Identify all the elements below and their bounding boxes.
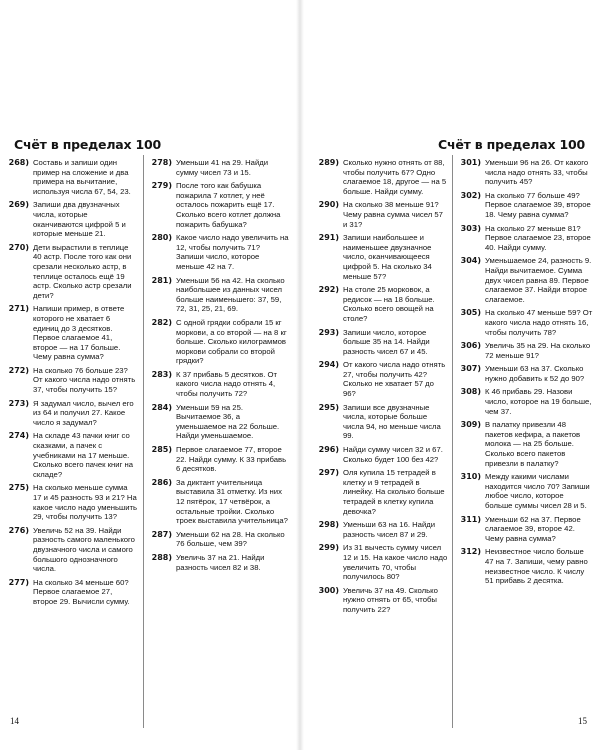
- problem-column-1: [3, 158, 138, 724]
- problem-number: 275): [8, 483, 29, 493]
- problem-text: На сколько 27 меньше 81? Первое слагаемое 23, второе 40. Найди сумму.: [485, 223, 591, 252]
- problem-item: [455, 256, 593, 304]
- problem-text: Уменьши 96 на 26. От какого числа надо отнять 33, чтобы получить 45?: [485, 158, 589, 187]
- problem-text: После того как бабушка пожарила 7 котлет, у неё осталось пожарить ещё 17. Сколько всего котлет должна пожарить бабушка?: [176, 181, 281, 229]
- problem-number: 312): [460, 547, 481, 557]
- problem-text: Запиши наибольшее и наименьшее двузначное число, оканчивающееся цифрой 5. На сколько 34 меньше 57?: [343, 233, 432, 281]
- page-number: 14: [10, 716, 19, 726]
- column-divider: [143, 155, 144, 728]
- problem-text: К 46 прибавь 29. Назови число, которое на 19 больше, чем 37.: [485, 387, 592, 416]
- problem-item: [146, 478, 289, 526]
- problem-item: [313, 543, 448, 581]
- problem-number: 283): [151, 369, 172, 379]
- problem-column-2: [146, 158, 289, 724]
- problem-number: 308): [460, 387, 481, 397]
- problem-item: [3, 304, 138, 362]
- problem-text: Уменьши 56 на 42. На сколько наибольшее из данных чисел больше наименьшего: 37, 59, 72, 31, 25, 21, 69.: [176, 275, 285, 314]
- problem-text: Составь и запиши один пример на сложение и два примера на вычитание, используя числа 67, 54, 23.: [33, 158, 131, 196]
- problem-item: [3, 200, 138, 238]
- problem-item: [313, 200, 448, 229]
- problem-item: [146, 233, 289, 271]
- problem-number: 286): [151, 477, 172, 487]
- problem-number: 288): [151, 552, 172, 562]
- problem-item: [313, 360, 448, 398]
- problem-item: [3, 366, 138, 395]
- problem-text: К 37 прибавь 5 десятков. От какого числа надо отнять 4, чтобы получить 72?: [176, 369, 278, 399]
- problem-number: 297): [318, 468, 339, 478]
- problem-text: Уменьши 63 на 37. Сколько нужно добавить к 52 до 90?: [485, 364, 585, 383]
- problem-item: [455, 308, 593, 337]
- problem-number: 281): [151, 275, 172, 285]
- problem-number: 299): [318, 543, 339, 553]
- problem-item: [146, 370, 289, 399]
- problem-item: [313, 403, 448, 441]
- problem-item: [313, 586, 448, 615]
- problem-text: Запиши все двузначные числа, которые больше числа 94, но меньше числа 99.: [343, 402, 441, 441]
- problem-item: [455, 387, 593, 416]
- problem-number: 303): [460, 223, 481, 233]
- problem-number: 289): [318, 158, 339, 167]
- problem-text: На сколько меньше сумма 17 и 45 разность 93 и 21? На какое число надо уменьшить 29, чтобы получить 13?: [33, 483, 138, 522]
- column-divider: [452, 155, 453, 728]
- problem-text: От какого числа надо отнять 27, чтобы получить 42? Сколько не хватает 57 до 96?: [343, 360, 446, 399]
- problem-column-3: [313, 158, 448, 724]
- problem-text: Запиши два двузначных числа, которые оканчиваются цифрой 5 и которые меньше 21.: [33, 200, 126, 239]
- problem-text: С одной грядки собрали 15 кг моркови, а со второй — на 8 кг больше. Сколько килограммов моркови собрали со второй грядки?: [176, 317, 287, 366]
- problem-text: Уменьшаемое 24, разность 9. Найди вычитаемое. Сумма двух чисел равна 89. Первое слагаемое 37. Найди второе слагаемое.: [485, 256, 592, 304]
- problem-item: [3, 158, 138, 196]
- problem-item: [455, 472, 593, 510]
- problem-text: Запиши число, которое больше 35 на 14. Найди разность чисел 67 и 45.: [343, 327, 430, 356]
- problem-column-4: [455, 158, 593, 724]
- problem-number: 276): [8, 525, 29, 535]
- problem-text: Какое число надо увеличить на 12, чтобы получить 71? Запиши число, которое меньше 42 на 7.: [176, 233, 289, 271]
- problem-number: 274): [8, 431, 29, 441]
- problem-number: 290): [318, 200, 339, 210]
- problem-text: Уменьши 62 на 28. На сколько 76 больше, чем 39?: [176, 529, 285, 549]
- problem-number: 271): [8, 304, 29, 314]
- problem-item: [3, 399, 138, 428]
- problem-number: 269): [8, 200, 29, 210]
- problem-number: 309): [460, 420, 481, 430]
- problem-number: 278): [151, 158, 172, 167]
- problem-text: Увеличь 37 на 49. Сколько нужно отнять от 65, чтобы получить 22?: [343, 585, 438, 614]
- problem-number: 298): [318, 520, 339, 530]
- problem-item: [455, 224, 593, 253]
- problem-item: [146, 181, 289, 229]
- problem-item: [146, 530, 289, 549]
- problem-item: [146, 553, 289, 572]
- problem-item: [313, 158, 448, 196]
- problem-item: [146, 318, 289, 366]
- problem-number: 307): [460, 364, 481, 374]
- problem-item: [455, 515, 593, 544]
- problem-item: [146, 276, 289, 314]
- problem-item: [3, 526, 138, 574]
- problem-number: 311): [460, 514, 481, 524]
- page-number: 15: [578, 716, 587, 726]
- problem-item: [455, 158, 593, 187]
- problem-item: [146, 445, 289, 474]
- problem-text: Напиши пример, в ответе которого не хватает 6 единиц до 3 десятков. Первое слагаемое 41, второе — на 17 больше. Чему равна сумма?: [33, 304, 125, 362]
- problem-item: [313, 468, 448, 516]
- problem-item: [3, 431, 138, 479]
- problem-text: Уменьши 63 на 16. Найди разность чисел 87 и 29.: [343, 520, 436, 539]
- problem-number: 270): [8, 242, 29, 252]
- problem-text: Дети вырастили в теплице 40 астр. После того как они срезали несколько астр, в теплице осталось ещё 19 астр. Сколько астр срезали дети?: [33, 242, 132, 300]
- problem-item: [3, 578, 138, 607]
- problem-number: 305): [460, 308, 481, 318]
- problem-text: Между какими числами находится число 70? Запиши любое число, которое больше суммы чисел 28 и 5.: [485, 472, 590, 510]
- problem-text: На сколько 34 меньше 60? Первое слагаемое 27, второе 29. Вычисли сумму.: [33, 577, 130, 606]
- problem-number: 268): [8, 158, 29, 167]
- problem-text: Из 31 вычесть сумму чисел 12 и 15. На какое число надо увеличить 70, чтобы получилось 80?: [343, 543, 448, 582]
- problem-number: 310): [460, 472, 481, 482]
- problem-number: 273): [8, 398, 29, 408]
- problem-text: Я задумал число, вычел его из 64 и получил 27. Какое число я задумал?: [33, 398, 134, 427]
- problem-text: Увеличь 37 на 21. Найди разность чисел 82 и 38.: [176, 552, 265, 572]
- problem-text: Найди сумму чисел 32 и 67. Сколько будет 100 без 42?: [343, 445, 443, 464]
- problem-number: 279): [151, 181, 172, 191]
- problem-text: На сколько 47 меньше 59? От какого числа надо отнять 16, чтобы получить 78?: [485, 308, 593, 337]
- problem-number: 293): [318, 327, 339, 337]
- problem-number: 300): [318, 585, 339, 595]
- problem-item: [3, 483, 138, 521]
- problem-item: [455, 364, 593, 383]
- problem-item: [455, 341, 593, 360]
- book-spine-shadow: [296, 0, 304, 750]
- problem-text: Увеличь 52 на 39. Найди разность самого маленького двузначного числа и самого большого однозначного числа.: [33, 525, 135, 574]
- problem-number: 306): [460, 341, 481, 351]
- problem-text: Увеличь 35 на 29. На сколько 72 меньше 91?: [485, 341, 591, 360]
- problem-item: [313, 233, 448, 281]
- problem-text: Первое слагаемое 77, второе 22. Найди сумму. К 33 прибавь 6 десятков.: [176, 445, 287, 474]
- problem-number: 291): [318, 233, 339, 243]
- problem-number: 302): [460, 190, 481, 200]
- problem-item: [313, 328, 448, 357]
- problem-text: Сколько нужно отнять от 88, чтобы получить 67? Одно слагаемое 18, другое — на 5 больше. Найди сумму.: [343, 158, 447, 196]
- problem-item: [455, 547, 593, 585]
- problem-number: 294): [318, 360, 339, 370]
- problem-number: 287): [151, 529, 172, 539]
- problem-text: Уменьши 59 на 25. Вычитаемое 36, а уменьшаемое на 22 больше. Найди уменьшаемое.: [176, 402, 280, 441]
- problem-item: [313, 520, 448, 539]
- problem-item: [313, 285, 448, 323]
- problem-number: 292): [318, 285, 339, 295]
- problem-number: 296): [318, 445, 339, 455]
- problem-number: 285): [151, 445, 172, 455]
- problem-text: Оля купила 15 тетрадей в клетку и 9 тетрадей в линейку. На сколько больше тетрадей в клетку купила девочка?: [343, 468, 445, 516]
- problem-number: 282): [151, 317, 172, 327]
- problem-text: На складе 43 пачки книг со сказками, а пачек с учебниками на 17 меньше. Сколько всего пачек книг на складе?: [33, 431, 134, 479]
- problem-item: [313, 445, 448, 464]
- problem-number: 304): [460, 256, 481, 266]
- problem-text: На столе 25 морковок, а редисок — на 18 больше. Сколько всего овощей на столе?: [343, 285, 435, 323]
- problem-text: На сколько 76 больше 23? От какого числа надо отнять 37, чтобы получить 15?: [33, 365, 136, 395]
- problem-number: 284): [151, 402, 172, 412]
- problem-number: 301): [460, 158, 481, 167]
- problem-text: В палатку привезли 48 пакетов кефира, а пакетов молока — на 25 больше. Сколько всего пакетов привезли в палатку?: [485, 420, 581, 468]
- problem-text: На сколько 77 больше 49? Первое слагаемое 39, второе 18. Чему равна сумма?: [485, 190, 591, 219]
- problem-item: [455, 191, 593, 220]
- problem-text: На сколько 38 меньше 91? Чему равна сумма чисел 57 и 31?: [343, 200, 443, 229]
- problem-text: Уменьши 62 на 37. Первое слагаемое 39, второе 42. Чему равна сумма?: [485, 514, 581, 543]
- problem-item: [146, 403, 289, 441]
- page-title: Счёт в пределах 100: [437, 137, 585, 152]
- problem-item: [146, 158, 289, 177]
- problem-item: [455, 420, 593, 468]
- problem-text: За диктант учительница выставила 31 отметку. Из них 12 пятёрок, 17 четвёрок, а остальные тройки. Сколько троек выставила учительница?: [176, 477, 288, 526]
- problem-number: 277): [8, 577, 29, 587]
- page-title: Счёт в пределах 100: [14, 137, 162, 152]
- problem-number: 295): [318, 402, 339, 412]
- problem-item: [3, 243, 138, 301]
- problem-number: 272): [8, 365, 29, 375]
- problem-text: Уменьши 41 на 29. Найди сумму чисел 73 и 15.: [176, 158, 269, 177]
- problem-text: Неизвестное число больше 47 на 7. Запиши, чему равно неизвестное число. К числу 51 прибавь 2 десятка.: [485, 547, 588, 586]
- problem-number: 280): [151, 233, 172, 243]
